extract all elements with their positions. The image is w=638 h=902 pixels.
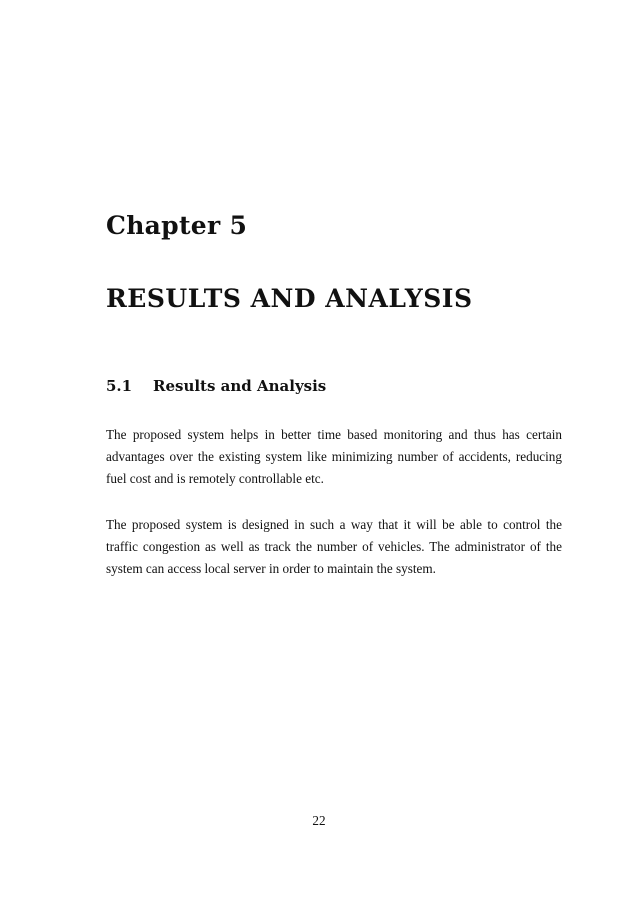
section-number: 5.1 [106,377,133,395]
body-paragraph: The proposed system is designed in such a way that it will be able to control the traffic congestion as well as track the number of vehicles. The administrator of the system can access local server in order to maintain the system. [106,517,562,576]
body-paragraph: The proposed system helps in better time based monitoring and thus has certain advantages over the existing system like minimizing number of accidents, reducing fuel cost and is remotely controllable etc. [106,427,562,486]
page-number: 22 [312,813,326,828]
section-heading [106,376,326,396]
chapter-label: Chapter 5 [106,211,248,240]
chapter-title: RESULTS AND ANALYSIS [106,284,473,313]
section-title: Results and Analysis [153,377,327,395]
